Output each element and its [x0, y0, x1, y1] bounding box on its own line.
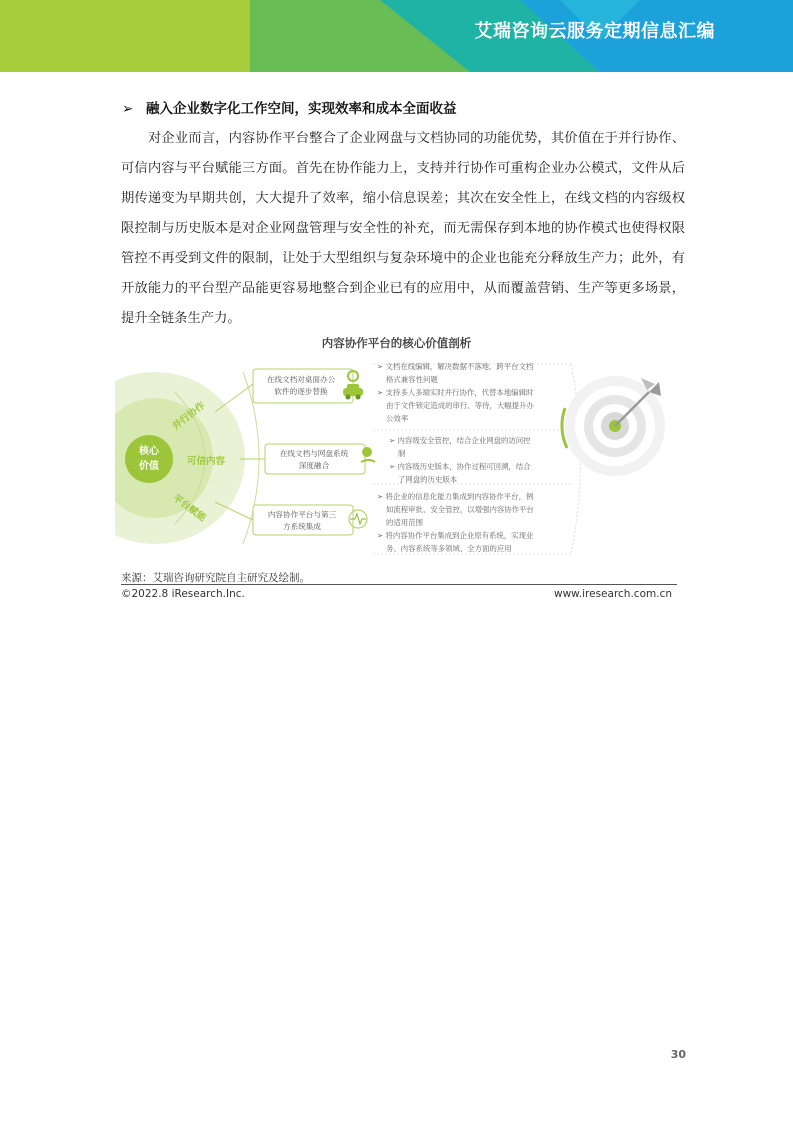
box-label-line: 深度融合 — [298, 461, 330, 470]
arc-label-parallel: 并行协作 — [170, 400, 208, 433]
bullet-line: 格式兼容性问题 — [386, 375, 438, 384]
website-url: www.iresearch.com.cn — [553, 588, 672, 600]
bullet-group-trusted — [389, 434, 531, 486]
box-label-3 — [255, 509, 349, 533]
arc-label-trusted: 可信内容 — [187, 456, 226, 467]
bullet-line: 务、内容系统等多领域、全方面的应用 — [386, 544, 512, 553]
footer-divider — [121, 584, 677, 585]
copyright-text: ©2022.8 iResearch.Inc. — [121, 588, 245, 600]
box-label-line: 在线文档与网盘系统 — [279, 449, 349, 458]
bullet-line: ➢ 将企业的信息化能力集成到内容协作平台，例 — [377, 492, 534, 501]
bullet-line: 如流程审批、安全管控，以增强内容协作平台 — [386, 505, 534, 514]
section-heading — [122, 97, 457, 117]
section-heading-text: 融入企业数字化工作空间，实现效率和成本全面收益 — [146, 101, 457, 117]
box-label-line: 软件的逐步替换 — [274, 387, 328, 396]
box-label-2 — [267, 448, 361, 472]
bullet-line: 的适用范围 — [386, 518, 423, 527]
bullet-line: 制 — [398, 449, 406, 458]
bullet-line: ➢ 文档在线编辑，解决数据不落地、跨平台文档 — [377, 362, 534, 371]
source-note: 来源：艾瑞咨询研究院自主研究及绘制。 — [121, 572, 310, 584]
bullet-group-platform — [377, 490, 534, 555]
figure-title: 内容协作平台的核心价值剖析 — [321, 336, 472, 350]
bullet-line: ➢ 将内容协作平台集成到企业原有系统，实现业 — [377, 531, 534, 540]
page-header-title: 艾瑞咨询云服务定期信息汇编 — [474, 21, 715, 42]
bullet-line: 了网盘的历史版本 — [398, 475, 458, 484]
box-label-1 — [255, 374, 347, 398]
target-icon — [562, 376, 665, 476]
core-value-label — [131, 444, 167, 474]
bullet-group-parallel — [377, 360, 534, 425]
box-label-line: 在线文档对桌面办公 — [266, 375, 336, 384]
page-number: 30 — [670, 1048, 686, 1061]
box-label-line: 内容协作平台与第三 — [267, 510, 337, 519]
core-value-diagram — [115, 352, 685, 564]
body-paragraph: 对企业而言，内容协作平台整合了企业网盘与文档协同的功能优势，其价值在于并行协作、可信内容与平台赋能三方面。首先在协作能力上，支持并行协作可重构企业办公模式，文件从后期传递变为早期共创，大大提升了效率，缩小信息误差；其次在安全性上，在线文档的内容级权限控制与历史版本是对企业网盘管理与安全性的补充，而无需保存到本地的协作模式也使得权限管控不再受到文件的限制，让处于大型组织与复杂环境中的企业也能充分释放生产力；此外，有开放能力的平台型产品能更容易地整合到企业已有的应用中，从而覆盖营销、生产等更多场景，提升全链条生产力。 — [121, 131, 685, 326]
box-label-line: 方系统集成 — [283, 522, 321, 531]
arc-label-platform: 平台赋能 — [170, 492, 208, 524]
bullet-line: 公效率 — [386, 414, 409, 423]
header-banner — [0, 0, 793, 72]
bullet-line: ➢ 内容级安全管控，结合企业网盘的访问控 — [389, 436, 531, 445]
arrow-bullet-icon: ➢ — [122, 101, 134, 117]
bullet-line: ➢ 支持多人多端实时并行协作，代替本地编辑时 — [377, 388, 534, 397]
pulse-icon — [349, 510, 367, 528]
core-label-line: 价值 — [139, 461, 159, 472]
bullet-line: 由于文件锁定造成的串行、等待，大幅提升办 — [386, 401, 534, 410]
core-label-line: 核心 — [139, 446, 159, 457]
bullet-line: ➢ 内容级历史版本，协作过程可回溯，结合 — [389, 462, 531, 471]
